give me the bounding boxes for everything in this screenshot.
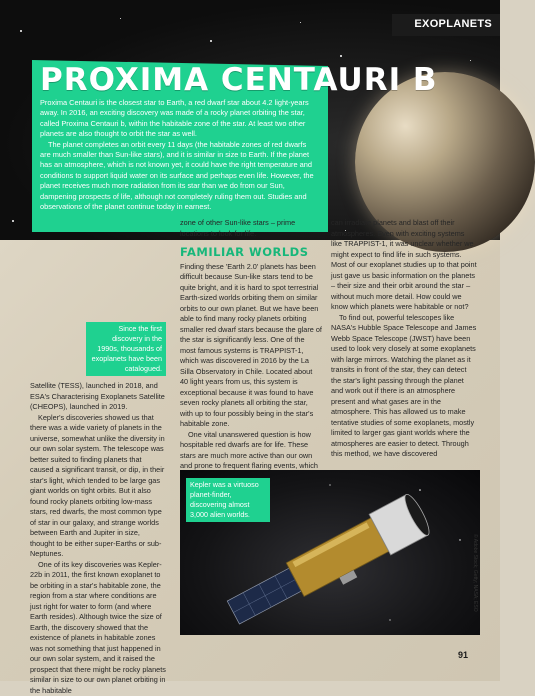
intro-paragraph-2: The planet completes an orbit every 11 days (the habitable zones of red dwarfs are much smaller than Sun-like stars), and it is similar in size to Earth. If the planet has an atmosphere, which is not known yet, it could have the right temperature and conditions to support liquid water on its surface and perhaps even life. However, the planet receives much more radiation from its star than we do from our Sun, dampening prospects of life, although not completely ruling them out. Studies and observations of the planet continue today in earnest. — [40, 140, 318, 213]
column1-paragraph-1: Satellite (TESS), launched in 2018, and ESA's Characterising Exoplanets Satellite (CHEOPS), launched in 2019. — [30, 381, 166, 413]
column1-paragraph-2: Kepler's discoveries showed us that there was a wide variety of planets in the universe, somewhat unlike the diversity in our own solar system. The telescope was better suited to finding planets that caused a significant transit, or dip, in their star's light, which tended to be large gas giant worlds on tight orbits. But it also found rocky planets orbiting low-mass stars, red dwarfs, the most common type of star in our galaxy, and strange worlds between Earth and Jupiter in size, thought to be either super-Earths or sub-Neptunes. — [30, 413, 166, 560]
body-column-3 — [331, 218, 477, 460]
page-title: PROXIMA CENTAURI B — [40, 62, 438, 98]
page-number: 91 — [458, 650, 468, 660]
intro-paragraph-1: Proxima Centauri is the closest star to Earth, a red dwarf star about 4.2 light-years away. In 2016, an exciting discovery was made of a rocky planet orbiting the star, called Proxima Centauri b, within the habitable zone of the star. At least two other planets are also thought to orbit the star as well. — [40, 98, 318, 140]
column1-paragraph-3: One of its key discoveries was Kepler-22b in 2011, the first known exoplanet to be orbiting in a star's habitable zone, the region from a star where conditions are just right for water to form (and where Earth resides). Although twice the size of Earth, the discovery showed that the existence of planets in habitable zones was not something that just happened in our own solar system, and it raised the prospect that there might be rocky planets similar in size to our own planet orbiting in the habitable — [30, 560, 166, 696]
body-column-2 — [180, 218, 322, 472]
callout-kepler: Kepler was a virtuoso planet-finder, discovering almost 3,000 alien worlds. — [186, 478, 270, 522]
column3-paragraph-2: To find out, powerful telescopes like NASA's Hubble Space Telescope and James Webb Space Telescope (JWST) have been used to look very closely at some exoplanets with large mirrors. Watching the planet as it transits in front of the star, they can detect the star's light passing through the planet and work out if there is an atmosphere present and what gases are in the atmosphere. This has allowed us to make tentative studies of some exoplanets, mostly limited to larger gas giant worlds where the atmospheres are easier to detect. Through this method, we have discovered — [331, 313, 477, 460]
subheading-familiar-worlds: FAMILIAR WORLDS — [180, 247, 322, 258]
column2-paragraph-1: Finding these 'Earth 2.0' planets has been difficult because Sun-like stars tend to be quite bright, and it is hard to spot terrestrial Earth-sized worlds orbiting them on similar orbits to our own planet. But we have been able to find many rocky planets orbiting smaller red dwarf stars because the glare of the star is significantly less. One of the most famous systems is TRAPPIST-1, which was discovered in 2016 by the La Silla Observatory in Chile. Located about 40 light years from us, this system is exceptional because it was found to have seven rocky planets all orbiting the star, with up to four possibly being in the star's habitable zone. — [180, 262, 322, 430]
callout-first-discovery: Since the first discovery in the 1990s, thousands of exoplanets have been catalogued. — [86, 322, 166, 376]
intro-text — [40, 98, 318, 212]
image-credit: © Adobe Stock; Getty; NASA; ESO — [472, 534, 478, 612]
section-label: EXOPLANETS — [414, 18, 492, 30]
body-column-1 — [30, 381, 166, 696]
column3-paragraph-1: can irradiate planets and blast off their atmospheres. Even with exciting systems like TRAPPIST-1, it was unclear whether we might expect to find life in such systems. Most of our exoplanet studies up to that point just gave us basic information on the planets – their size and their orbit around the star – without much more detail. How could we know which planets were habitable or not? — [331, 218, 477, 313]
column2-paragraph-2: One vital unanswered question is how hospitable red dwarfs are for life. These stars are much more active than our own and prone to frequent flaring events, which — [180, 430, 322, 472]
column2-lead: zone of other Sun-like stars – prime locations to look for life. — [180, 218, 322, 239]
section-tab — [392, 14, 500, 36]
